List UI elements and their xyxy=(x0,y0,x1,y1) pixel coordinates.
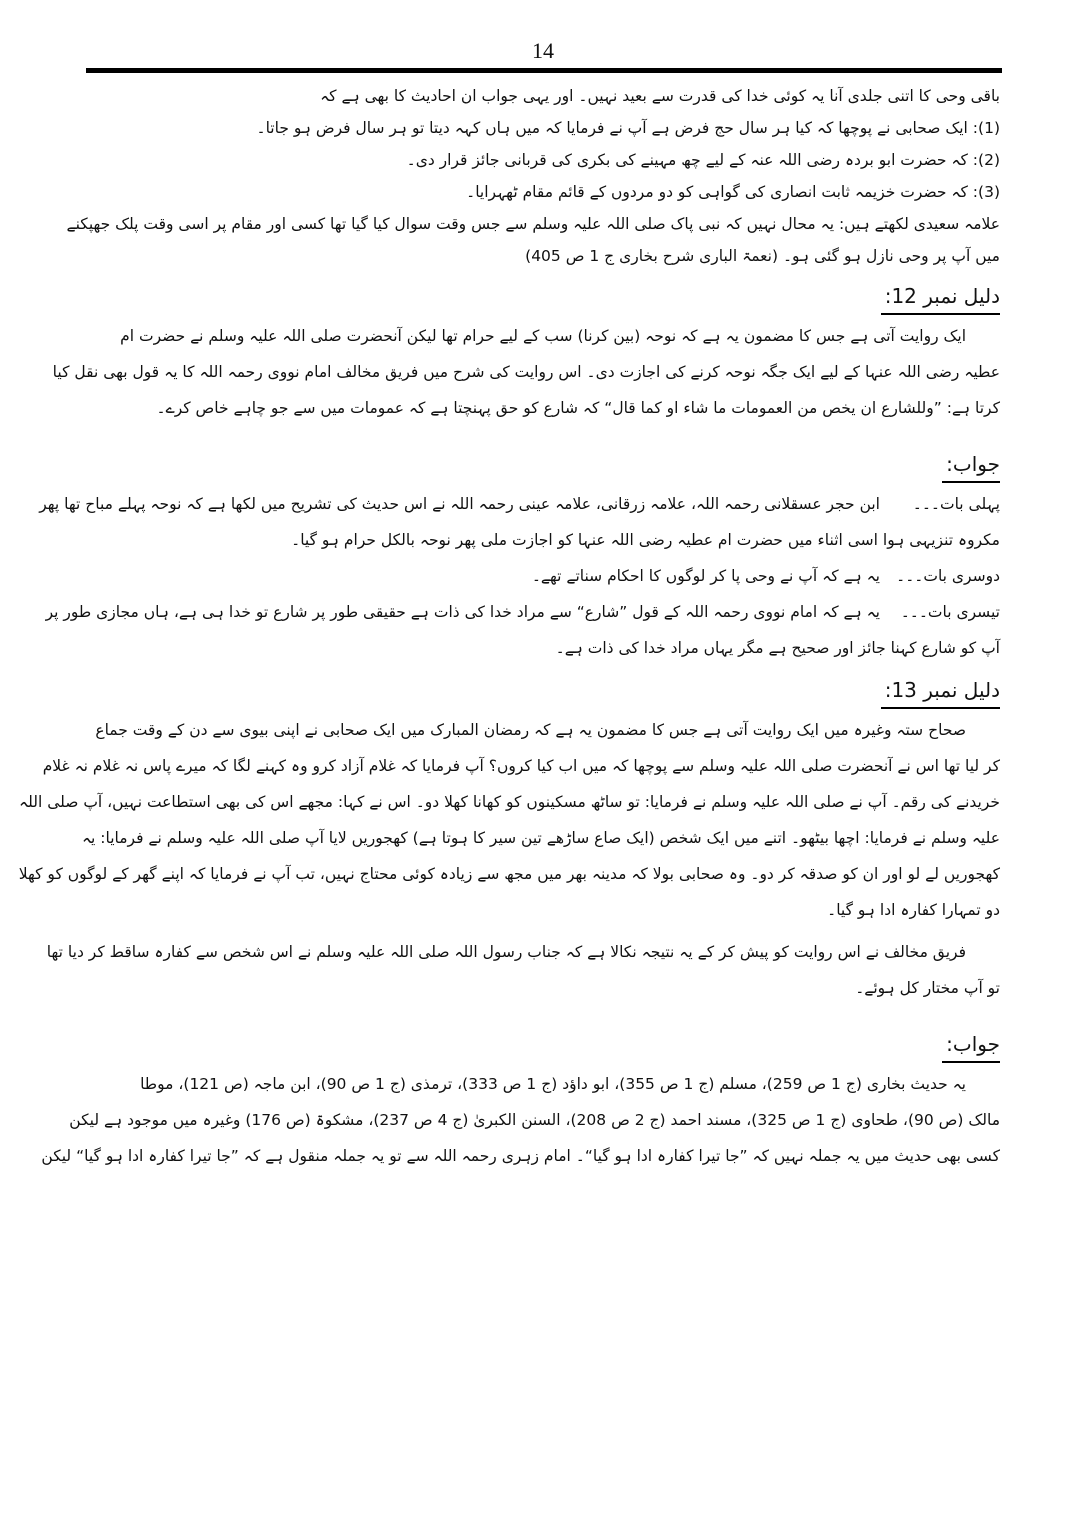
text-line: دو تمہارا کفارہ ادا ہو گیا۔ xyxy=(827,901,1000,919)
text-line: ایک روایت آتی ہے جس کا مضمون یہ ہے کہ نوحہ (بین کرنا) سب کے لیے حرام تھا لیکن آنحضرت صلی اللہ علیہ وسلم نے حضرت ام xyxy=(120,327,966,345)
page-body xyxy=(18,80,1000,1174)
numbered-item: (3): کہ حضرت خزیمہ ثابت انصاری کی گواہی کو دو مردوں کے قائم مقام ٹھہرایا۔ xyxy=(466,183,1000,201)
heading-text: دلیل نمبر 13: xyxy=(881,673,1000,709)
text-line: کھجوریں لے لو اور ان کو صدقہ کر دو۔ وہ صحابی بولا کہ مدینہ بھر میں مجھ سے زیادہ کوئی محتاج نہیں، تب آپ نے فرمایا کہ اپنے گھر کے لوگوں کو کھلا xyxy=(18,865,1000,883)
text-line xyxy=(96,558,1000,594)
text-line: عطیہ رضی اللہ عنہا کے لیے ایک جگہ نوحہ کرنے کی اجازت دی۔ اس روایت کی شرح میں فریق مخالف امام نووی رحمہ اللہ کا یہ قول بھی نقل کیا xyxy=(52,363,1000,381)
text-line: مکروہ تنزیہی ہوا اسی اثناء میں حضرت ام عطیہ رضی اللہ عنہا کو اجازت ملی پھر نوحہ بالکل حرام ہو گیا۔ xyxy=(291,531,1000,549)
heading-text: دلیل نمبر 12: xyxy=(881,279,1000,315)
text-line: صحاح ستہ وغیرہ میں ایک روایت آتی ہے جس کا مضمون یہ ہے کہ رمضان المبارک میں ایک صحابی نے اپنی بیوی سے دن کے وقت جماع xyxy=(95,721,966,739)
intro-section xyxy=(66,80,1000,272)
header-rule xyxy=(86,68,1002,73)
answer-heading xyxy=(96,1026,1000,1066)
section-heading-dalil-12 xyxy=(96,278,1000,318)
text-line: علیہ وسلم نے فرمایا: اچھا بیٹھو۔ اتنے میں ایک شخص (ایک صاع ساڑھے تین سیر کا ہوتا ہے) کھجوریں لایا آپ صلی اللہ علیہ وسلم نے فرمایا: یہ xyxy=(81,829,1000,847)
text-line: کسی بھی حدیث میں یہ جملہ نہیں کہ ”جا تیرا کفارہ ادا ہو گیا“۔ امام زہری رحمہ اللہ سے تو یہ جملہ منقول ہے کہ ”جا تیرا کفارہ ادا ہو گیا“ لیکن xyxy=(41,1147,1000,1165)
section-heading-dalil-13 xyxy=(96,672,1000,712)
text-line: علامہ سعیدی لکھتے ہیں: یہ محال نہیں کہ نبی پاک صلی اللہ علیہ وسلم سے جس وقت سوال کیا گیا تھا کسی اور مقام پر اسی وقت پلک جھپکنے xyxy=(66,215,1000,233)
text-line: کرتا ہے: ”وللشارع ان یخص من العمومات ما شاء او کما قال“ کہ شارع کو حق پہنچتا ہے کہ عمومات میں سے جو چاہے خاص کرے۔ xyxy=(156,399,1000,417)
paragraph xyxy=(41,1066,1000,1174)
point-text: یہ ہے کہ امام نووی رحمہ اللہ کے قول ”شارع“ سے مراد خدا کی ذات ہے حقیقی طور پر شارع تو خدا ہی ہے، ہاں مجازی طور پر xyxy=(45,603,880,621)
page-number: 14 xyxy=(532,38,554,63)
text-line: یہ حدیث بخاری (ج 1 ص 259)، مسلم (ج 1 ص 355)، ابو داؤد (ج 1 ص 333)، ترمذی (ج 1 ص 90)، ابن ماجہ (ص 121)، موطا xyxy=(140,1075,966,1093)
point-label: دوسری بات۔۔۔ xyxy=(896,567,1000,585)
text-line xyxy=(45,594,1000,630)
point-label: پہلی بات۔۔۔ xyxy=(912,495,1000,513)
point-text: ابن حجر عسقلانی رحمہ اللہ، علامہ زرقانی، علامہ عینی رحمہ اللہ نے اس حدیث کی تشریح میں لکھا ہے کہ نوحہ پہلے مباح تھا پھر xyxy=(39,495,880,513)
point-text: یہ ہے کہ آپ نے وحی پا کر لوگوں کا احکام سناتے تھے۔ xyxy=(531,567,880,585)
text-line xyxy=(39,486,1000,522)
numbered-item: (1): ایک صحابی نے پوچھا کہ کیا ہر سال حج فرض ہے آپ نے فرمایا کہ میں ہاں کہہ دیتا تو ہر سال فرض ہو جاتا۔ xyxy=(256,119,1000,137)
text-line: آپ کو شارع کہنا جائز اور صحیح ہے مگر یہاں مراد خدا کی ذات ہے۔ xyxy=(555,639,1000,657)
text-line: خریدنے کی رقم۔ آپ نے صلی اللہ علیہ وسلم نے فرمایا: تو ساٹھ مسکینوں کو کھانا کھلا دو۔ اس نے کہا: مجھے اس کی بھی استطاعت نہیں، آپ صلی اللہ xyxy=(19,793,1000,811)
answer-heading xyxy=(96,446,1000,486)
heading-text: جواب: xyxy=(942,1027,1000,1063)
answer-points xyxy=(39,486,1000,666)
text-line: تو آپ مختار کل ہوئے۔ xyxy=(855,979,1000,997)
paragraph xyxy=(46,934,1000,1006)
text-line: فریق مخالف نے اس روایت کو پیش کر کے یہ نتیجہ نکالا ہے کہ جناب رسول اللہ صلی اللہ علیہ وسلم نے اس شخص سے کفارہ ساقط کر دیا تھا xyxy=(46,943,966,961)
text-line: کر لیا تھا اس نے آنحضرت صلی اللہ علیہ وسلم سے پوچھا کہ میں اب کیا کروں؟ آپ فرمایا کہ غلام آزاد کرو وہ کہنے لگا کہ میرے پاس نہ غلام نہ غلام xyxy=(42,757,1000,775)
paragraph xyxy=(18,712,1000,928)
paragraph xyxy=(52,318,1000,426)
text-line: مالک (ص 90)، طحاوی (ج 1 ص 325)، مسند احمد (ج 2 ص 208)، السنن الکبریٰ (ج 4 ص 237)، مشکوۃ (ص 176) وغیرہ میں موجود ہے لیکن xyxy=(69,1111,1000,1129)
text-line: باقی وحی کا اتنی جلدی آنا یہ کوئی خدا کی قدرت سے بعید نہیں۔ اور یہی جواب ان احادیث کا بھی ہے کہ xyxy=(320,87,1000,105)
point-label: تیسری بات۔۔۔ xyxy=(900,603,1000,621)
heading-text: جواب: xyxy=(942,447,1000,483)
numbered-item: (2): کہ حضرت ابو بردہ رضی اللہ عنہ کے لیے چھ مہینے کی بکری کی قربانی جائز قرار دی۔ xyxy=(406,151,1000,169)
text-line: میں آپ پر وحی نازل ہو گئی ہو۔ (نعمۃ الباری شرح بخاری ج 1 ص 405) xyxy=(525,247,1000,265)
